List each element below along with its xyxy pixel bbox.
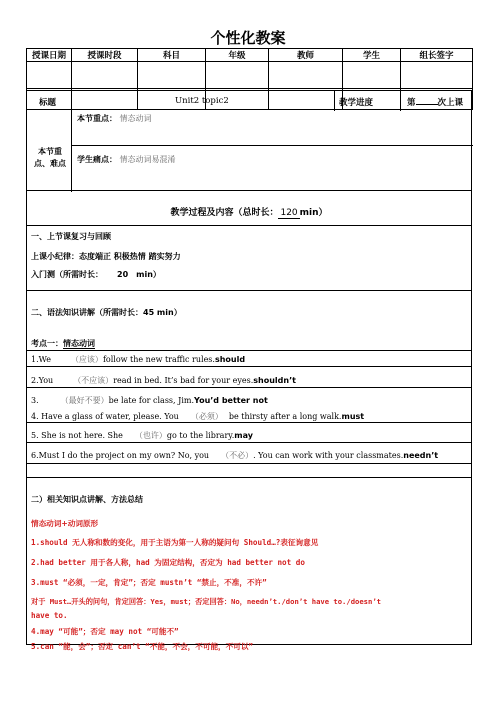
difficulty-label: 学生痛点： [77, 155, 117, 164]
exercise-4: 4. Have a glass of water, please. You （必须） be thirsty after a long walk.must [31, 412, 365, 421]
header-teacher: 教师 [269, 49, 343, 62]
header-student: 学生 [343, 49, 401, 62]
focus-value: 情态动词 [119, 114, 152, 123]
grammar-section [26, 290, 472, 478]
process-duration: 120 [280, 208, 298, 218]
summary-line-6: 4.may “可能”；否定 may not “可能不” [31, 627, 179, 636]
summary-line-3: 3.must “必须，一定，肯定”；否定 mustn’t “禁止，不准，不许” [31, 578, 267, 587]
header-period: 授课时段 [72, 49, 138, 62]
grammar-heading: 二、语法知识讲解（所需时长：45 min） [31, 308, 182, 317]
subject-cell[interactable] [138, 62, 206, 89]
summary-section [26, 477, 472, 651]
header-subject: 科目 [138, 49, 206, 62]
progress-label: 教学进度 [339, 98, 374, 108]
topic-value: Unit2 topic2 [175, 96, 229, 106]
summary-line-5: have to. [31, 611, 68, 620]
header-grade: 年级 [206, 49, 269, 62]
review-section [26, 225, 472, 291]
summary-heading: 二）相关知识点讲解、方法总结 [31, 495, 143, 504]
summary-line-7: 5.can “能，会”；否定 can’t “不能，不会，不可能，不可以” [31, 642, 253, 651]
exercise-2: 2.You （不应该）read in bed. It’s bad for your eyes.shouldn’t [31, 376, 296, 385]
topic-label: 标题 [39, 98, 57, 108]
student-cell[interactable] [343, 62, 401, 89]
summary-line-4: 对于 Must…开头的问句，肯定回答：Yes，must；否定回答：No，needn’t./don’t have to./doesn’t [31, 597, 381, 606]
quiz-line: 入门测（所需时长： 20 min） [31, 270, 161, 279]
topic-row [26, 90, 472, 110]
review-heading: 一、上节课复习与回顾 [31, 232, 111, 241]
exercise-3: 3. （最好不要）be late for class, Jim.You’d better not [31, 396, 268, 405]
grade-cell[interactable] [206, 62, 269, 89]
progress-value: 第 次上课 [407, 98, 464, 108]
period-cell[interactable] [72, 62, 138, 89]
key-points-label: 本节重点、难点 [34, 147, 66, 168]
summary-subheading: 情态动词+动词原形 [31, 519, 99, 528]
header-date: 授课日期 [27, 49, 72, 62]
page-title: 个性化教案 [210, 29, 286, 47]
summary-line-2: 2.had better 用于各人称，had 为固定结构，否定为 had better not do [31, 558, 305, 567]
grammar-point: 考点一：情态动词 [31, 339, 95, 348]
exercise-1: 1.We （应该）follow the new traffic rules.should [31, 355, 246, 364]
key-points-section [26, 109, 472, 191]
signature-cell[interactable] [401, 62, 473, 89]
teacher-cell[interactable] [269, 62, 343, 89]
date-cell[interactable] [27, 62, 72, 89]
summary-line-1: 1.should 无人称和数的变化，用于主语为第一人称的疑问句 Should…?表征询意见 [31, 538, 319, 547]
process-heading-box [26, 190, 472, 226]
process-heading: 教学过程及内容（总时长： 120 min） [170, 208, 328, 218]
focus-label: 本节重点： [77, 114, 117, 123]
review-motto: 上课小纪律：态度端正 积极热情 踏实努力 [31, 252, 181, 261]
header-signature: 组长签字 [401, 49, 473, 62]
exercise-6: 6.Must I do the project on my own? No, you （不必）. You can work with your classmates.needn’t [31, 451, 439, 460]
difficulty-value: 情态动词易混淆 [119, 155, 176, 164]
exercise-5: 5. She is not here. She （也许）go to the library.may [31, 431, 253, 440]
